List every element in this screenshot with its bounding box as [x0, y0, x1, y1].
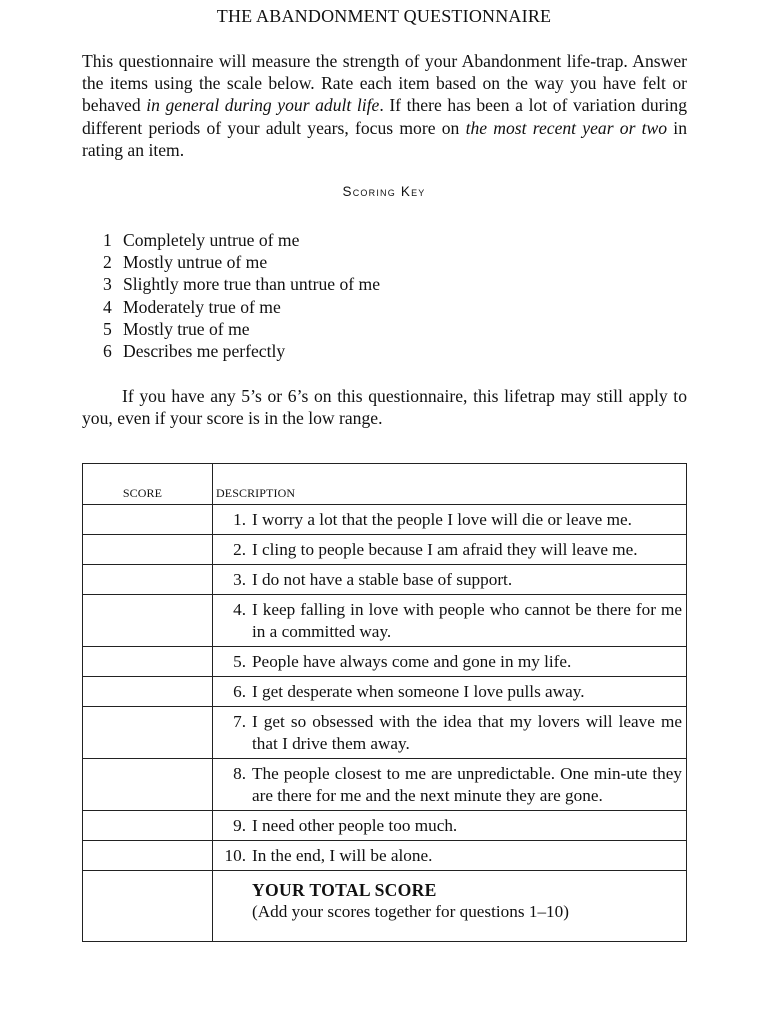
scoring-key-number: 6: [103, 341, 112, 362]
item-text: I get so obsessed with the idea that my lovers will leave me that I drive them away.: [252, 712, 682, 753]
description-cell: [213, 505, 687, 535]
score-cell[interactable]: [83, 647, 213, 677]
description-cell: [213, 759, 687, 811]
item-number: 8.: [233, 764, 246, 783]
description-cell: [213, 535, 687, 565]
scoring-key-text: Describes me perfectly: [123, 341, 286, 362]
item-number: 1.: [233, 510, 246, 529]
score-cell[interactable]: [83, 535, 213, 565]
table-row: [83, 595, 687, 647]
description-cell: [213, 565, 687, 595]
scoring-key-text: Mostly true of me: [123, 318, 250, 339]
scoring-key-item: [103, 296, 380, 318]
item-text: I need other people too much.: [252, 816, 458, 835]
table-header-row: [83, 464, 687, 505]
scoring-key-text: Mostly untrue of me: [123, 252, 268, 273]
scoring-key-item: [103, 318, 380, 340]
scoring-key-item: [103, 340, 380, 362]
description-cell: [213, 811, 687, 841]
table-row: [83, 811, 687, 841]
item-number: 10.: [224, 846, 246, 865]
description-cell: [213, 647, 687, 677]
score-cell[interactable]: [83, 677, 213, 707]
intro-text-1: This questionnaire will measure the strength of your Abandonment life-trap. Answer the items using the scale below. Rate each item based on the way you have felt or behaved: [82, 51, 687, 116]
total-score-instruction: (Add your scores together for questions 1–10): [252, 902, 569, 921]
description-cell: [213, 595, 687, 647]
item-number: 5.: [233, 652, 246, 671]
low-range-note: If you have any 5’s or 6’s on this questionnaire, this lifetrap may still apply to you, even if your score is in the low range.: [82, 386, 687, 429]
item-number: 6.: [233, 682, 246, 701]
scoring-key-text: Completely untrue of me: [123, 230, 300, 250]
scoring-key-number: 3: [103, 274, 112, 295]
description-column-header: DESCRIPTION: [213, 464, 687, 505]
item-text: I do not have a stable base of support.: [252, 570, 513, 589]
scoring-key-number: 1: [103, 230, 112, 250]
page-title: THE ABANDONMENT QUESTIONNAIRE: [216, 6, 552, 26]
item-text: In the end, I will be alone.: [252, 846, 433, 865]
item-text: I cling to people because I am afraid they will leave me.: [252, 540, 638, 559]
item-text: People have always come and gone in my life.: [252, 652, 572, 671]
table-row: [83, 647, 687, 677]
scoring-key-list: [103, 229, 380, 362]
score-cell[interactable]: [83, 811, 213, 841]
table-row: [83, 707, 687, 759]
table-row: [83, 677, 687, 707]
intro-paragraph: [82, 50, 687, 161]
item-number: 3.: [233, 570, 246, 589]
score-column-header: SCORE: [83, 464, 213, 505]
total-row: [83, 871, 687, 942]
scoring-key-item: [103, 229, 380, 251]
item-text: I get desperate when someone I love pulls away.: [252, 682, 585, 701]
item-number: 4.: [233, 600, 246, 619]
score-cell[interactable]: [83, 565, 213, 595]
scoring-key-item: [103, 273, 380, 295]
scoring-key-text: Moderately true of me: [123, 296, 281, 317]
score-cell[interactable]: [83, 707, 213, 759]
total-score-cell[interactable]: [83, 871, 213, 942]
description-cell: [213, 707, 687, 759]
description-cell: [213, 677, 687, 707]
scoring-key-number: 4: [103, 296, 112, 317]
total-score-label: YOUR TOTAL SCORE: [252, 880, 437, 900]
item-text: The people closest to me are unpredictable. One min-ute they are there for me and the next minute they are gone.: [252, 764, 682, 805]
scoring-key-item: [103, 251, 380, 273]
scoring-key-number: 2: [103, 252, 112, 273]
table-row: [83, 565, 687, 595]
intro-text-3: in rating an item.: [82, 117, 687, 160]
score-cell[interactable]: [83, 759, 213, 811]
table-row: [83, 759, 687, 811]
scoring-key-text: Slightly more true than untrue of me: [123, 274, 381, 295]
table-row: [83, 535, 687, 565]
item-number: 7.: [233, 712, 246, 731]
score-cell[interactable]: [83, 595, 213, 647]
questionnaire-table: [82, 463, 687, 942]
intro-italic-1: in general during your adult life: [146, 95, 380, 116]
score-cell[interactable]: [83, 841, 213, 871]
item-number: 9.: [233, 816, 246, 835]
description-cell: [213, 841, 687, 871]
table-row: [83, 841, 687, 871]
scoring-key-number: 5: [103, 318, 112, 339]
table-row: [83, 505, 687, 535]
score-cell[interactable]: [83, 505, 213, 535]
intro-text-2: . If there has been a lot of variation during different periods of your adult years, focus more on: [82, 95, 687, 138]
item-text: I keep falling in love with people who cannot be there for me in a committed way.: [252, 600, 682, 641]
total-description-cell: [213, 871, 687, 942]
item-number: 2.: [233, 540, 246, 559]
item-text: I worry a lot that the people I love will die or leave me.: [252, 510, 632, 529]
scoring-key-title: Scoring Key: [342, 184, 426, 199]
intro-italic-2: the most recent year or two: [465, 117, 668, 138]
